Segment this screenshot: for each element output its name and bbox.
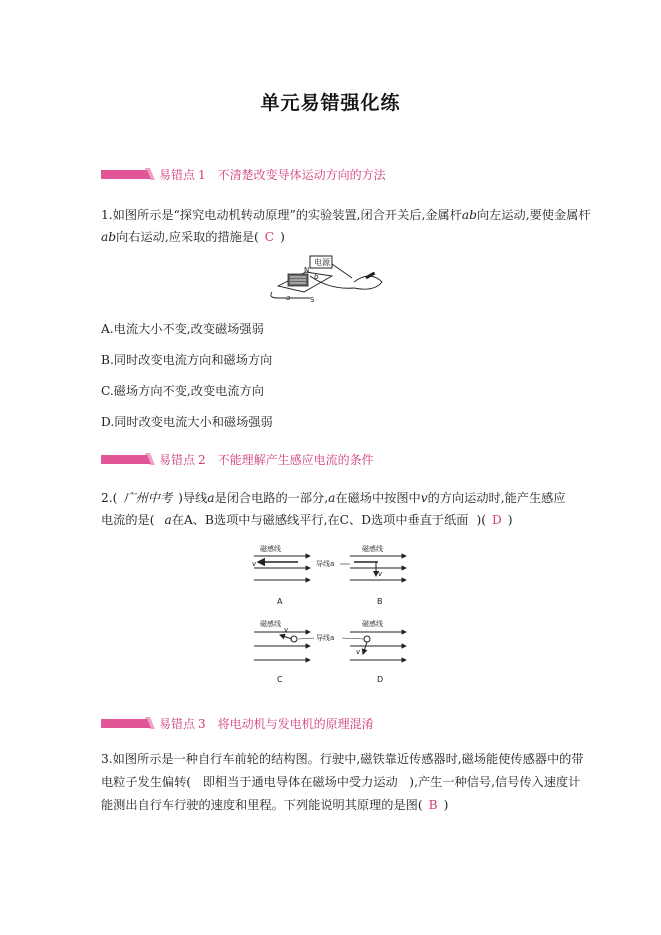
svg-text:v: v — [252, 560, 257, 568]
figure-label-c: C — [277, 675, 283, 684]
question-1-option-b: B.同时改变电流方向和磁场方向 — [101, 353, 273, 367]
question-1-text: 1.如图所示是“探究电动机转动原理”的实验装置,闭合开关后,金属杆ab向左运动,要使金属杆 ab向右运动,应采取的措施是( C ) — [101, 208, 591, 244]
error-point-3-label: 易错点 3 将电动机与发电机的原理混淆 — [159, 716, 374, 731]
figure-label-d: D — [377, 675, 384, 684]
question-2-text: 2.( 广州中考 )导线a是闭合电路的一部分,a在磁场中按图中v的方向运动时,能产生感应 电流的是( a在A、B选项中与磁感线平行,在C、D选项中垂直于纸面 )( D ) — [101, 491, 566, 527]
error-point-3-header — [101, 715, 374, 731]
error-point-1-header — [101, 166, 386, 182]
page-title: 单元易错强化练 — [260, 92, 401, 114]
figure-wire-label: 导线a — [316, 560, 335, 568]
motor-experiment-figure — [270, 252, 390, 304]
question-3-answer: B — [428, 798, 438, 812]
question-1-option-d: D.同时改变电流大小和磁场强弱 — [101, 415, 273, 429]
question-1-answer: C — [264, 230, 275, 244]
svg-text:磁感线: 磁感线 — [260, 545, 281, 553]
pink-tag-bar-icon — [101, 452, 157, 466]
figure-option-c — [254, 619, 310, 684]
figure-option-b — [350, 544, 406, 606]
svg-text:v: v — [378, 570, 383, 578]
svg-text:磁感线: 磁感线 — [260, 620, 281, 628]
induction-options-figure — [250, 542, 410, 690]
question-3-text: 3.如图所示是一种自行车前轮的结构图。行驶中,磁铁靠近传感器时,磁场能使传感器中的带 电粒子发生偏转( 即相当于通电导体在磁场中受力运动 ),产生一种信号,信号传入速度计 能测出自行车行驶的速度和里程。下列能说明其原理的是图( B ) — [101, 752, 584, 812]
svg-text:v: v — [284, 626, 289, 634]
svg-text:磁感线: 磁感线 — [362, 545, 383, 553]
question-2-source: 广州中考 — [123, 491, 173, 505]
figure-option-a — [252, 544, 310, 606]
svg-text:导线a: 导线a — [316, 634, 335, 642]
question-1-option-c: C.磁场方向不变,改变电流方向 — [101, 384, 264, 398]
svg-text:磁感线: 磁感线 — [362, 620, 383, 628]
svg-text:b: b — [314, 273, 319, 281]
figure-label-b: B — [377, 597, 383, 606]
error-point-2-label: 易错点 2 不能理解产生感应电流的条件 — [159, 452, 374, 467]
figure-label-a: A — [277, 597, 283, 606]
question-1-option-a: A.电流大小不变,改变磁场强弱 — [101, 322, 264, 336]
svg-text:N: N — [304, 266, 310, 274]
figure-power-label: 电源 — [314, 258, 330, 267]
svg-text:v: v — [356, 648, 361, 656]
svg-text:S: S — [310, 296, 315, 304]
error-point-2-header — [101, 451, 374, 467]
svg-text:a: a — [286, 294, 291, 302]
pink-tag-bar-icon — [101, 716, 157, 730]
pink-tag-bar-icon — [101, 167, 157, 181]
question-2-answer: D — [491, 513, 502, 527]
error-point-1-label: 易错点 1 不清楚改变导体运动方向的方法 — [159, 167, 386, 182]
figure-option-d — [350, 619, 406, 684]
